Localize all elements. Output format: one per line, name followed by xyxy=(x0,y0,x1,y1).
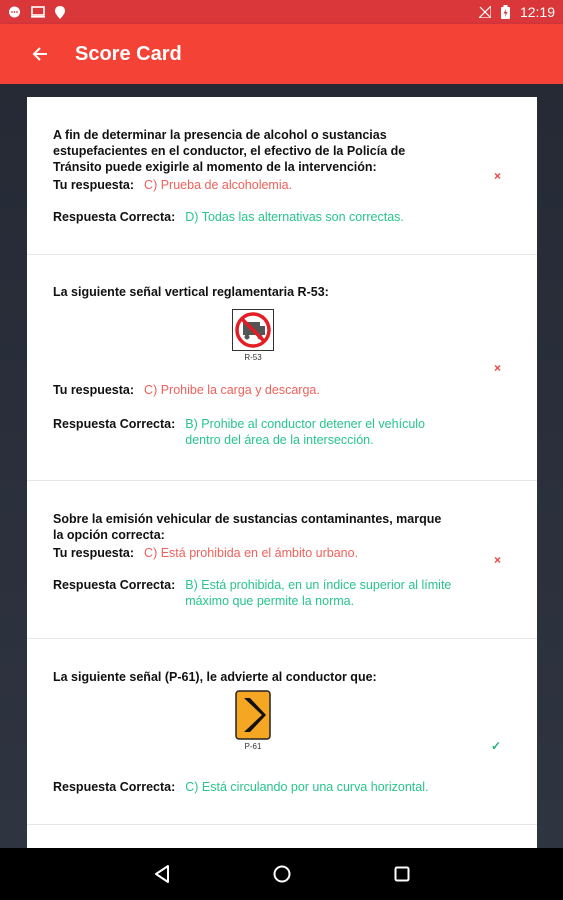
correct-answer: B) Prohibe al conductor detener el vehículo dentro del área de la intersección. xyxy=(185,417,425,447)
correct-answer: C) Está circulando por una curva horizontal. xyxy=(185,780,429,794)
question-text: La siguiente señal vertical reglamentaria R-53: xyxy=(53,285,329,299)
back-button[interactable] xyxy=(28,42,52,66)
clock: 12:19 xyxy=(519,4,555,20)
no-loading-sign-icon xyxy=(232,309,274,351)
nav-home-button[interactable] xyxy=(267,859,297,889)
circle-home-icon xyxy=(273,865,291,883)
correct-answer-label: Respuesta Correcta: xyxy=(53,780,176,794)
correct-answer: B) Está prohibida, en un índice superior al límite máximo que permite la norma. xyxy=(185,578,452,608)
question-text: A fin de determinar la presencia de alcohol o sustancias estupefacientes en el conductor, el efectivo de la Policía de Tránsito puede exigirle al momento de la intervención: xyxy=(53,128,406,174)
location-pin-icon xyxy=(55,6,65,19)
wrong-icon: × xyxy=(493,169,501,183)
correct-answer: D) Todas las alternativas son correctas. xyxy=(185,210,404,224)
wrong-icon: × xyxy=(493,553,501,567)
correct-answer-label: Respuesta Correcta: xyxy=(53,417,176,431)
screen-icon xyxy=(31,6,45,18)
no-signal-icon xyxy=(479,6,491,18)
correct-answer-label: Respuesta Correcta: xyxy=(53,210,176,224)
question-item xyxy=(27,639,537,825)
battery-charging-icon xyxy=(501,5,510,19)
your-answer-label: Tu respuesta: xyxy=(53,178,135,192)
notification-icons xyxy=(8,6,65,19)
curve-warning-sign-icon xyxy=(235,690,271,740)
your-answer: C) Está prohibida en el ámbito urbano. xyxy=(144,546,359,560)
navigation-bar xyxy=(0,848,563,900)
question-item xyxy=(27,481,537,639)
your-answer: C) Prohibe la carga y descarga. xyxy=(144,383,320,397)
question-item xyxy=(27,255,537,481)
nav-back-button[interactable] xyxy=(147,859,177,889)
question-text: Sobre la emisión vehicular de sustancias contaminantes, marque la opción correcta: xyxy=(53,512,442,542)
page-title: Score Card xyxy=(75,42,182,65)
sign-image xyxy=(153,690,353,751)
results-card xyxy=(27,97,537,848)
triangle-back-icon xyxy=(154,865,170,883)
app-bar xyxy=(0,24,563,84)
message-icon xyxy=(8,6,21,19)
question-item xyxy=(27,97,537,255)
sign-caption: P-61 xyxy=(244,742,262,751)
score-card-content[interactable] xyxy=(0,84,563,848)
nav-recents-button[interactable] xyxy=(387,859,417,889)
your-answer: C) Prueba de alcoholemia. xyxy=(144,178,293,192)
check-icon: ✓ xyxy=(490,739,501,753)
your-answer-label: Tu respuesta: xyxy=(53,546,135,560)
system-icons xyxy=(479,4,555,20)
your-answer-label: Tu respuesta: xyxy=(53,383,135,397)
wrong-icon: × xyxy=(493,361,501,375)
question-text: La siguiente señal (P-61), le advierte al conductor que: xyxy=(53,670,377,684)
status-bar xyxy=(0,0,563,24)
arrow-back-icon xyxy=(32,46,48,62)
sign-caption: R-53 xyxy=(244,353,262,362)
correct-answer-label: Respuesta Correcta: xyxy=(53,578,176,592)
square-recents-icon xyxy=(394,866,410,882)
sign-image xyxy=(153,309,353,362)
